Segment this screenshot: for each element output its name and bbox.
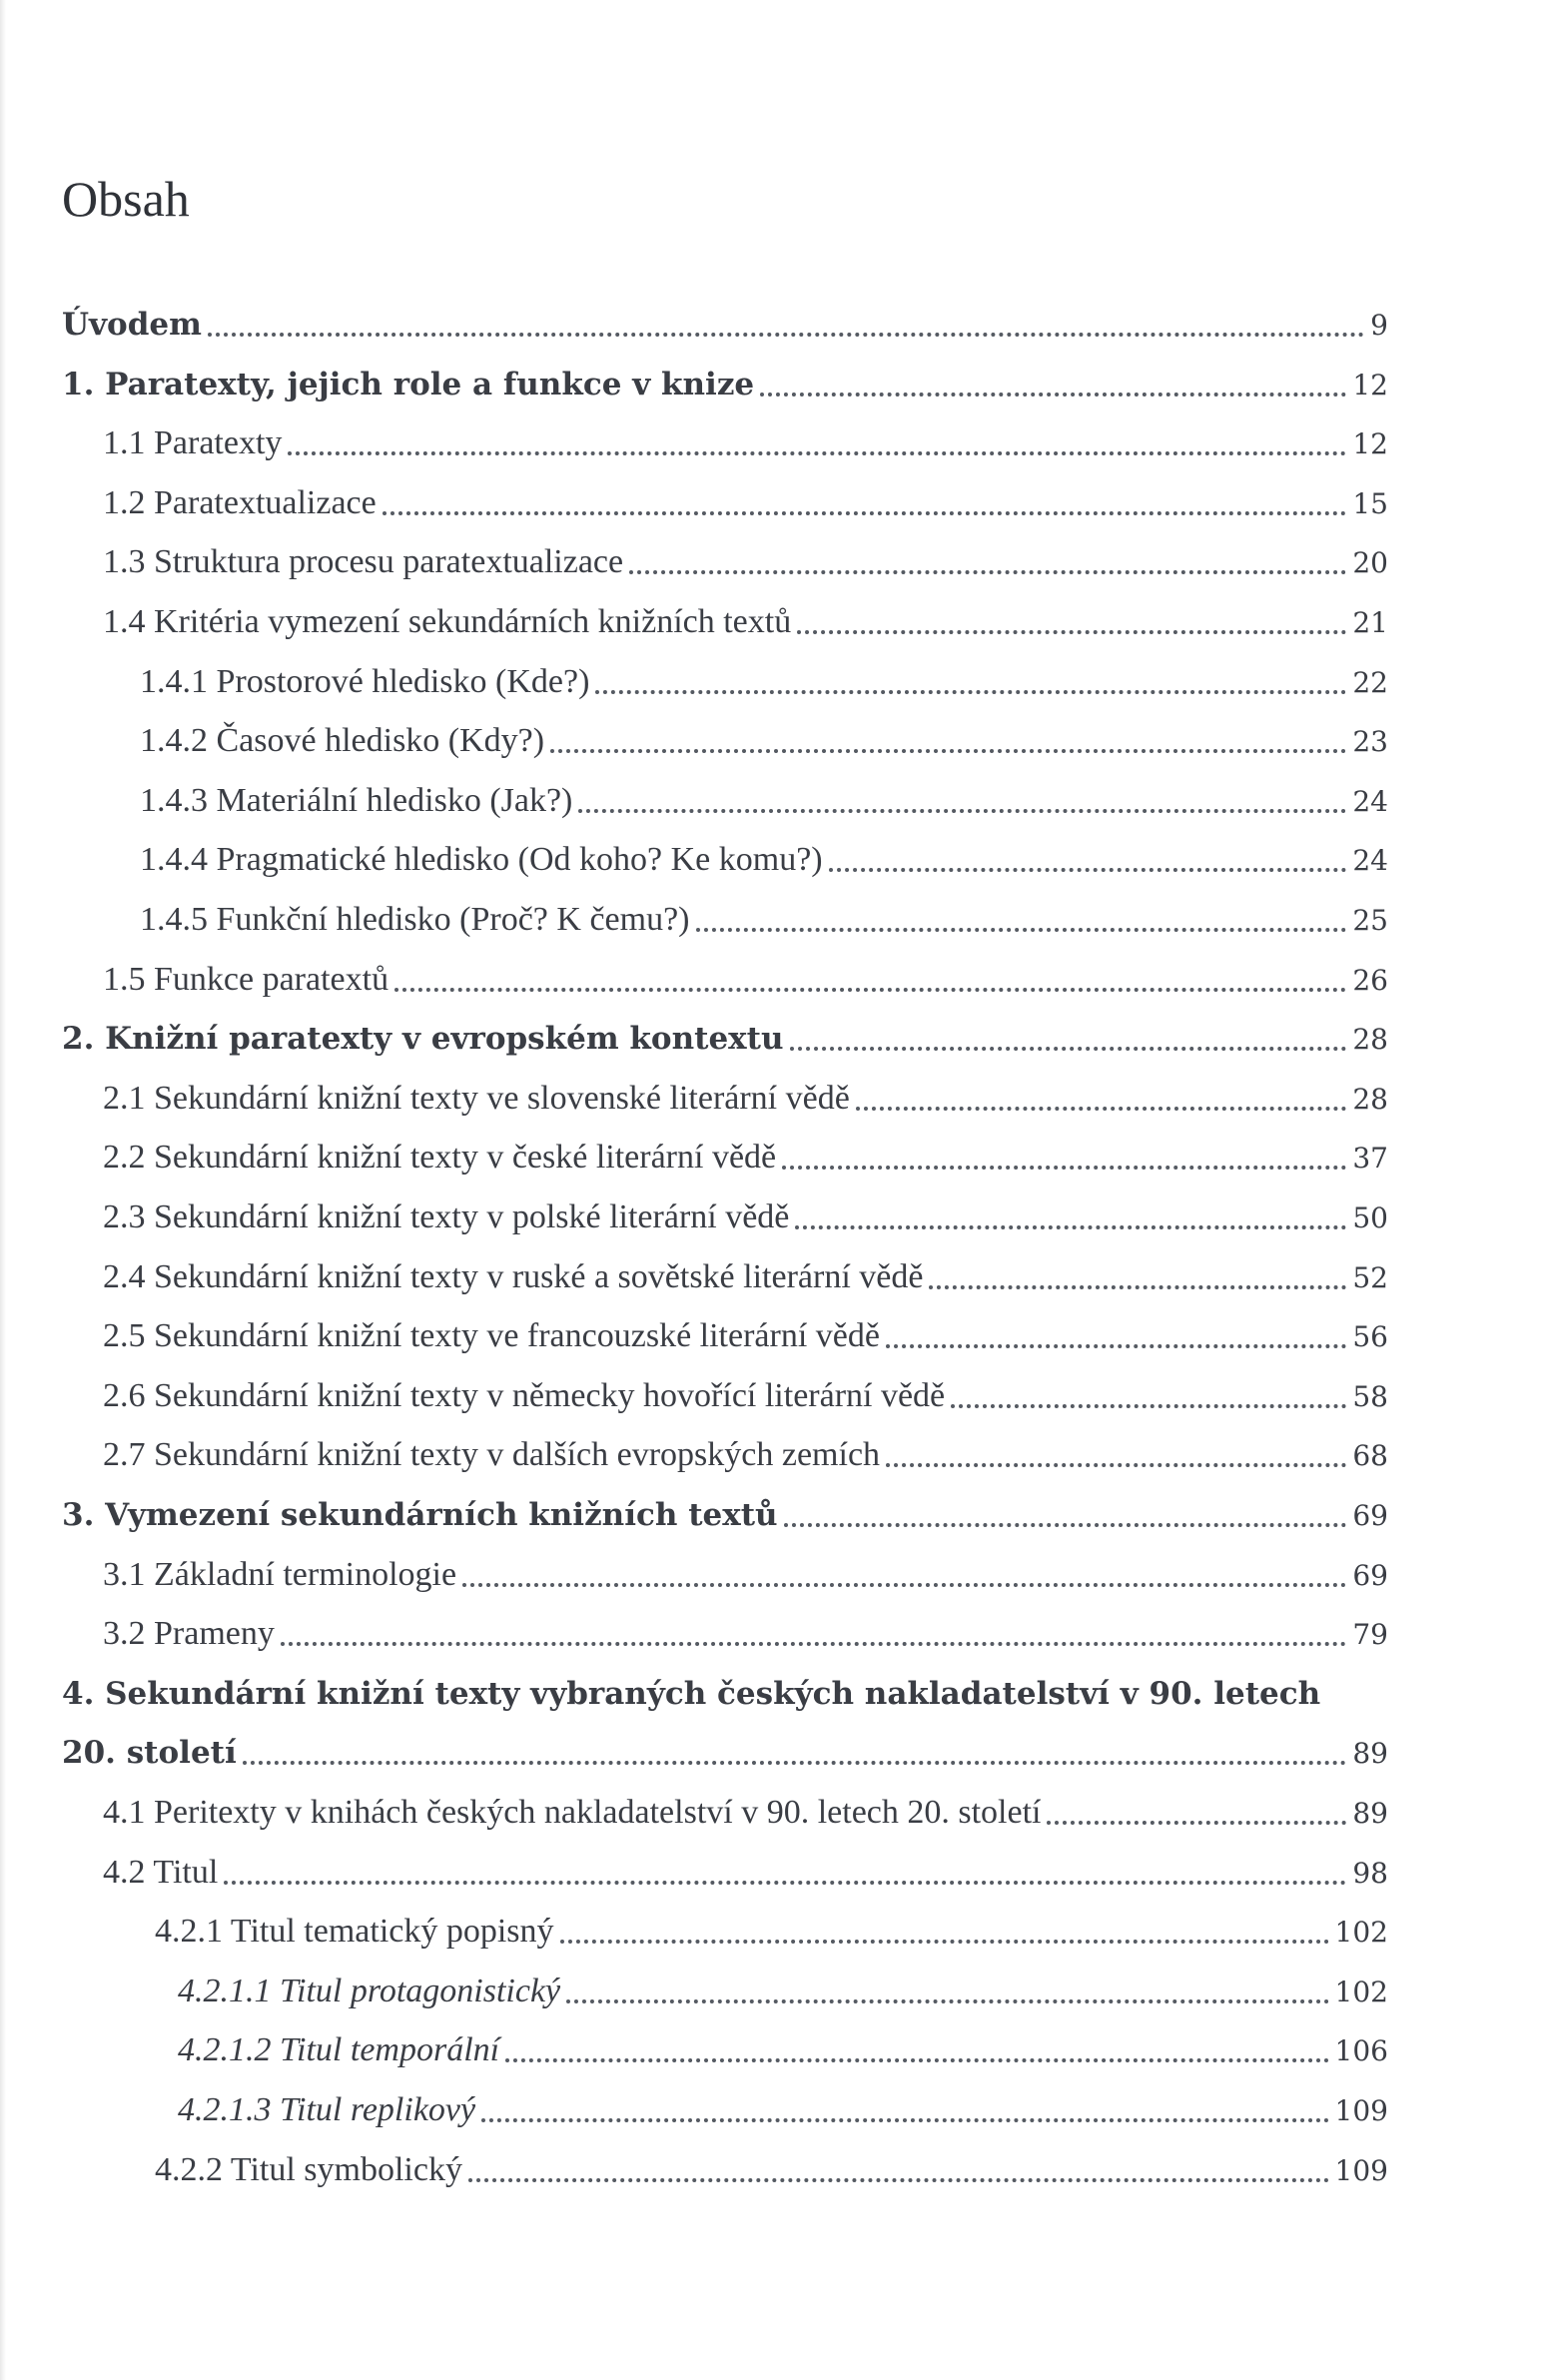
toc-entry-title: 1.4.1 Prostorové hledisko (Kde?): [140, 662, 590, 700]
toc-entry-title: 2.1 Sekundární knižní texty ve slovenské literární vědě: [103, 1079, 850, 1117]
toc-entry: [103, 1311, 1388, 1361]
dot-leader: [505, 2057, 1328, 2062]
dot-leader: [481, 2117, 1328, 2122]
toc-entry: [103, 1371, 1388, 1421]
toc-entry-title: 2.3 Sekundární knižní texty v polské literární vědě: [103, 1198, 790, 1235]
toc-entry: [62, 1490, 1388, 1540]
dot-leader: [560, 1939, 1329, 1944]
toc-entry: [103, 955, 1388, 1005]
dot-leader: [288, 450, 1346, 455]
toc-entry: [103, 1192, 1388, 1242]
toc-entry: [103, 1074, 1388, 1124]
toc-entry: [62, 1669, 1388, 1719]
page-title: Obsah: [62, 171, 190, 227]
toc-entry: [103, 1848, 1388, 1898]
toc-entry-title: 3.1 Základní terminologie: [103, 1555, 457, 1593]
dot-leader: [929, 1284, 1346, 1289]
dot-leader: [224, 1880, 1346, 1885]
page-edge-shadow: [0, 0, 6, 2380]
toc-entry-page-number: 50: [1352, 1201, 1388, 1234]
dot-leader: [1047, 1820, 1346, 1825]
toc-entry-title: 3. Vymezení sekundárních knižních textů: [62, 1497, 778, 1533]
toc-entry-page-number: 12: [1352, 427, 1388, 461]
toc-entry: [140, 716, 1388, 766]
toc-entry-title: 1.4.2 Časové hledisko (Kdy?): [140, 722, 545, 760]
dot-leader: [782, 1165, 1346, 1170]
dot-leader: [394, 987, 1346, 992]
toc-entry-title: 20. století: [62, 1735, 237, 1772]
toc-entry: [103, 1252, 1388, 1302]
toc-entry-page-number: 25: [1352, 904, 1388, 937]
toc-entry-title: 4.2.2 Titul symbolický: [155, 2150, 462, 2188]
toc-entry-title: 1.4.4 Pragmatické hledisko (Od koho? Ke komu?): [140, 841, 823, 879]
toc-entry: [62, 1014, 1388, 1064]
toc-entry: [178, 1967, 1388, 2016]
toc-entry: [103, 597, 1388, 647]
toc-entry-page-number: 98: [1352, 1856, 1388, 1890]
toc-entry: [178, 2025, 1388, 2075]
toc-entry-page-number: 20: [1352, 546, 1388, 580]
toc-entry-page-number: 56: [1352, 1320, 1388, 1354]
toc-entry-page-number: 89: [1352, 1737, 1388, 1771]
toc-entry-title: 4. Sekundární knižní texty vybraných českých nakladatelství v 90. letech: [62, 1675, 1321, 1712]
toc-entry-page-number: 22: [1352, 665, 1388, 699]
toc-entry: [155, 2145, 1388, 2195]
toc-entry: [62, 1728, 1388, 1778]
dot-leader: [281, 1641, 1347, 1646]
dot-leader: [468, 2177, 1329, 2182]
toc-entry-page-number: 69: [1352, 1499, 1388, 1532]
toc-entry-title: 4.2.1 Titul tematický popisný: [155, 1913, 554, 1951]
toc-entry-page-number: 102: [1334, 1975, 1388, 2008]
toc-entry-title: 1.5 Funkce paratextů: [103, 960, 389, 998]
toc-entry-title: 2.6 Sekundární knižní texty v německy hovořící literární vědě: [103, 1376, 946, 1414]
toc-entry: [140, 895, 1388, 945]
toc-entry-title: 4.2.1.2 Titul temporální: [178, 2031, 500, 2069]
toc-entry-title: 1.1 Paratexty: [103, 424, 283, 462]
toc-entry: [103, 1133, 1388, 1183]
toc-entry-title: 4.2.1.3 Titul replikový: [178, 2091, 476, 2128]
dot-leader: [951, 1403, 1346, 1408]
toc-entry: [140, 657, 1388, 707]
toc-entry-title: 4.2.1.1 Titul protagonistický: [178, 1972, 561, 2009]
toc-entry-page-number: 52: [1352, 1260, 1388, 1294]
toc-entry-title: 3.2 Prameny: [103, 1615, 275, 1653]
toc-entry-page-number: 89: [1352, 1797, 1388, 1830]
toc-entry-page-number: 21: [1352, 606, 1388, 639]
toc-entry-page-number: 28: [1352, 1023, 1388, 1057]
toc-entry-title: 2.7 Sekundární knižní texty v dalších evropských zemích: [103, 1436, 881, 1474]
toc-entry-page-number: 109: [1334, 2153, 1388, 2187]
toc-entry: [140, 776, 1388, 826]
toc-entry-page-number: 23: [1352, 725, 1388, 759]
toc-entry-page-number: 15: [1352, 486, 1388, 520]
toc-entry: [103, 478, 1388, 528]
toc-entry-title: Úvodem: [62, 307, 202, 343]
toc-entry-page-number: 9: [1370, 309, 1388, 342]
dot-leader: [856, 1106, 1347, 1111]
dot-leader: [696, 927, 1347, 932]
toc-entry: [103, 1550, 1388, 1600]
toc-entry: [103, 537, 1388, 587]
toc-entry-title: 2.2 Sekundární knižní texty v české literární vědě: [103, 1139, 777, 1177]
toc-entry-title: 2.5 Sekundární knižní texty ve francouzské literární vědě: [103, 1317, 880, 1355]
dot-leader: [784, 1522, 1347, 1527]
toc-entry-title: 1.3 Struktura procesu paratextualizace: [103, 543, 624, 581]
dot-leader: [790, 1046, 1347, 1051]
dot-leader: [578, 808, 1346, 813]
dot-leader: [595, 689, 1346, 694]
toc-entry-title: 1.2 Paratextualizace: [103, 483, 377, 521]
toc-entry-page-number: 69: [1352, 1558, 1388, 1592]
dot-leader: [208, 332, 1364, 337]
dot-leader: [886, 1343, 1346, 1348]
toc-entry-title: 2. Knižní paratexty v evropském kontextu: [62, 1021, 784, 1058]
toc-entry-page-number: 24: [1352, 784, 1388, 818]
toc-entry-page-number: 12: [1352, 368, 1388, 401]
toc-entry: [103, 418, 1388, 468]
dot-leader: [629, 569, 1346, 574]
toc-entry-page-number: 28: [1352, 1082, 1388, 1116]
toc-entry-page-number: 24: [1352, 844, 1388, 878]
toc-entry: [178, 2085, 1388, 2135]
toc-entry-page-number: 58: [1352, 1379, 1388, 1413]
toc-entry: [155, 1907, 1388, 1957]
dot-leader: [566, 1998, 1328, 2003]
dot-leader: [243, 1760, 1347, 1765]
toc-entry-title: 1. Paratexty, jejich role a funkce v knize: [62, 366, 755, 402]
toc-entry-title: 2.4 Sekundární knižní texty v ruské a sovětské literární vědě: [103, 1257, 924, 1295]
toc-entry-page-number: 68: [1352, 1439, 1388, 1473]
toc-entry-page-number: 109: [1334, 2094, 1388, 2127]
dot-leader: [550, 748, 1346, 753]
toc-entry-title: 1.4.3 Materiální hledisko (Jak?): [140, 781, 573, 819]
toc-entry-title: 1.4 Kritéria vymezení sekundárních knižních textů: [103, 603, 792, 640]
toc-entry: [62, 360, 1388, 409]
toc-entry-title: 4.2 Titul: [103, 1853, 219, 1891]
toc-entry: [62, 300, 1388, 350]
dot-leader: [383, 510, 1347, 515]
dot-leader: [795, 1224, 1346, 1229]
toc-entry-page-number: 106: [1334, 2034, 1388, 2068]
toc-entry-page-number: 37: [1352, 1142, 1388, 1176]
dot-leader: [462, 1582, 1346, 1587]
toc-entry-title: 4.1 Peritexty v knihách českých nakladatelství v 90. letech 20. století: [103, 1794, 1042, 1831]
toc-entry-page-number: 26: [1352, 963, 1388, 997]
dot-leader: [886, 1462, 1346, 1467]
dot-leader: [797, 629, 1346, 634]
toc-entry-page-number: 79: [1352, 1618, 1388, 1652]
toc-entry-page-number: 102: [1334, 1916, 1388, 1950]
dot-leader: [829, 867, 1347, 872]
toc-entry: [103, 1788, 1388, 1838]
toc-entry: [103, 1609, 1388, 1659]
toc-entry: [103, 1430, 1388, 1480]
toc-entry: [140, 835, 1388, 885]
toc-entry-title: 1.4.5 Funkční hledisko (Proč? K čemu?): [140, 901, 690, 938]
dot-leader: [760, 392, 1346, 397]
